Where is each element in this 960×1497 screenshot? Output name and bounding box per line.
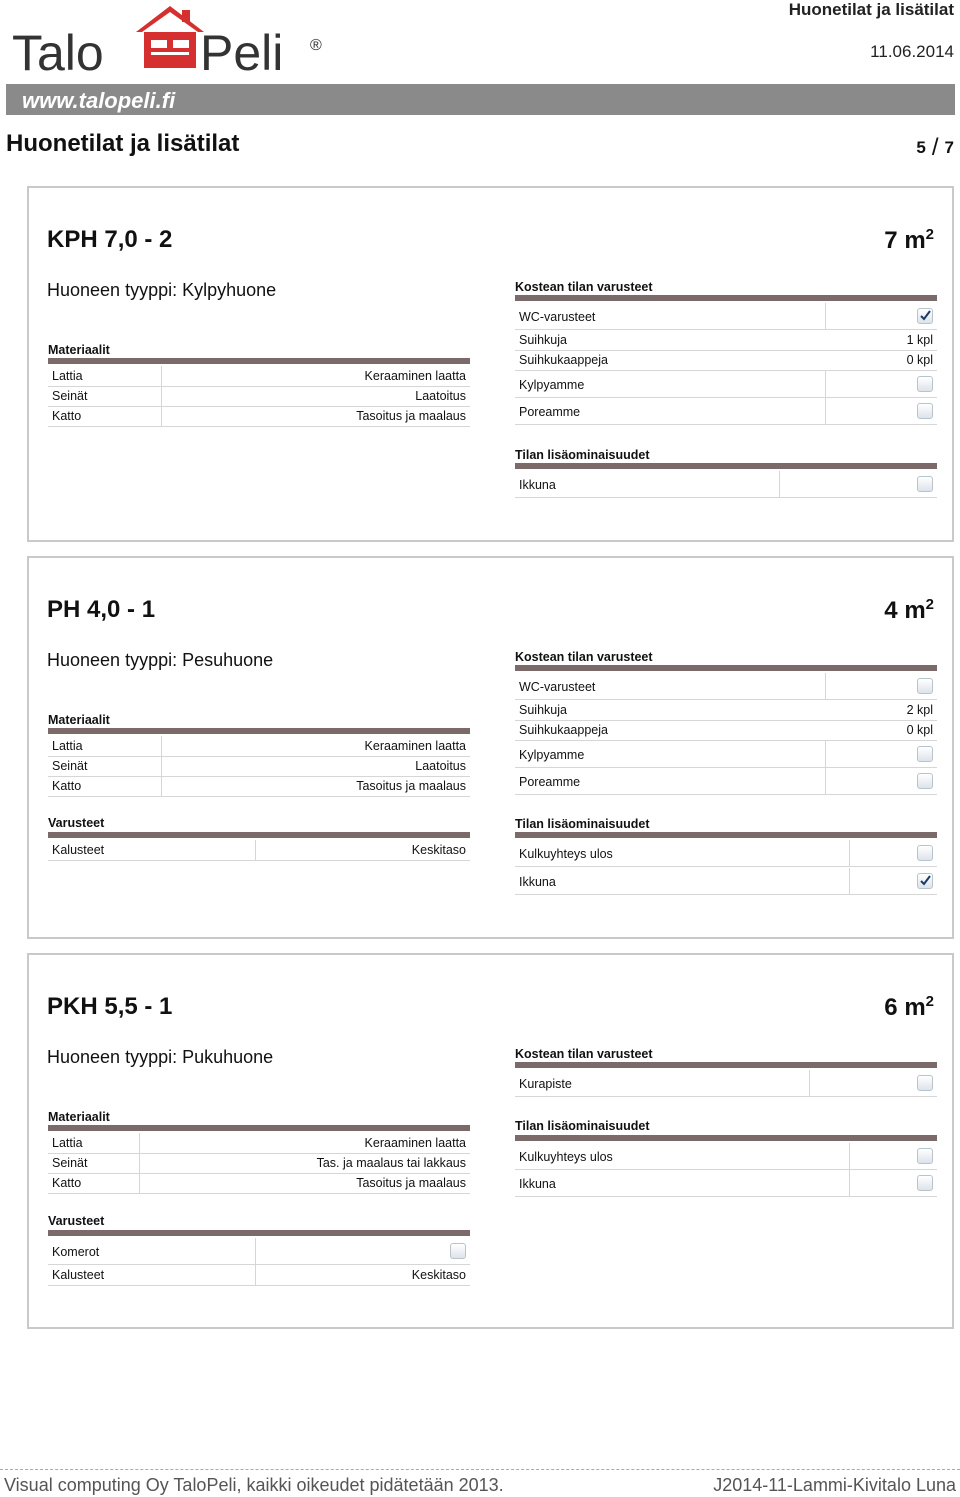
section-divider — [48, 1230, 470, 1236]
equipment-row: Kylpyamme — [515, 371, 937, 398]
extras-row: Ikkuna — [515, 868, 937, 895]
url-bar — [6, 84, 955, 115]
room-card — [27, 953, 954, 1329]
equipment-row: Suihkukaappeja 0 kpl — [515, 720, 937, 741]
room-area: 7 $m^2$ — [884, 226, 934, 254]
section-divider — [48, 358, 470, 364]
bathtub-checkbox[interactable] — [917, 376, 933, 392]
extras-row: Ikkuna — [515, 471, 937, 498]
page-current: 5 — [916, 138, 926, 157]
room-type: Huoneen tyyppi: Pesuhuone — [47, 650, 274, 670]
equipment-row: Suihkuja 1 kpl — [515, 330, 937, 351]
whirlpool-checkbox[interactable] — [917, 403, 933, 419]
equipment-row: Suihkuja 2 kpl — [515, 700, 937, 721]
equipment-row: Poreamme — [515, 768, 937, 795]
mud-station-checkbox[interactable] — [917, 1075, 933, 1091]
extras-row: Ikkuna — [515, 1170, 937, 1197]
equipment-heading: Kostean tilan varusteet — [515, 1047, 653, 1061]
logo-text-talo: Talo — [12, 25, 104, 80]
wc-checkbox[interactable] — [917, 308, 933, 324]
materials-heading: Materiaalit — [48, 713, 110, 727]
material-row: Katto Tasoitus ja maalaus — [48, 1173, 470, 1194]
material-row: Katto Tasoitus ja maalaus — [48, 776, 470, 797]
material-row: Lattia Keraaminen laatta — [48, 1133, 470, 1154]
material-row: Seinät Laatoitus — [48, 756, 470, 777]
section-divider — [515, 1135, 937, 1141]
equipment-row-wc: WC-varusteet — [515, 303, 937, 330]
outdoor-access-checkbox[interactable] — [917, 845, 933, 861]
material-row: Seinät Laatoitus — [48, 386, 470, 407]
equipment-row: Kylpyamme — [515, 741, 937, 768]
extras-heading: Tilan lisäominaisuudet — [515, 1119, 650, 1133]
room-area: 6 $m^2$ — [884, 993, 934, 1021]
logo-text-peli: Peli — [200, 25, 284, 80]
materials-heading: Materiaalit — [48, 1110, 110, 1124]
talopeli-logo — [10, 4, 330, 80]
equipment-row: Suihkukaappeja 0 kpl — [515, 350, 937, 371]
logo-registered: ® — [310, 37, 322, 54]
material-row: Seinät Tas. ja maalaus tai lakkaus — [48, 1153, 470, 1174]
header-date: 11.06.2014 — [870, 42, 954, 61]
section-divider — [48, 1125, 470, 1131]
equipment-row: Poreamme — [515, 398, 937, 425]
fixtures-heading: Varusteet — [48, 816, 105, 830]
room-name: KPH 7,0 - 2 — [47, 226, 173, 253]
room-card — [27, 556, 954, 939]
extras-row: Kulkuyhteys ulos — [515, 1143, 937, 1170]
page-indicator: 5 / 7 — [916, 134, 954, 161]
window-checkbox[interactable] — [917, 476, 933, 492]
extras-row: Kulkuyhteys ulos — [515, 840, 937, 867]
room-type: Huoneen tyyppi: Kylpyhuone — [47, 280, 277, 300]
fixture-row: Komerot — [48, 1238, 470, 1265]
window-checkbox[interactable] — [917, 1175, 933, 1191]
equipment-heading: Kostean tilan varusteet — [515, 280, 653, 294]
equipment-row-wc: WC-varusteet — [515, 673, 937, 700]
fixture-row: Kalusteet Keskitaso — [48, 1265, 470, 1286]
whirlpool-checkbox[interactable] — [917, 773, 933, 789]
bathtub-checkbox[interactable] — [917, 746, 933, 762]
section-divider — [515, 665, 937, 671]
closets-checkbox[interactable] — [450, 1243, 466, 1259]
header-title: Huonetilat ja lisätilat — [788, 0, 954, 19]
room-area: 4 $m^2$ — [884, 596, 934, 624]
page-total: 7 — [944, 138, 954, 157]
wc-checkbox[interactable] — [917, 678, 933, 694]
material-row: Lattia Keraaminen laatta — [48, 366, 470, 387]
room-name: PKH 5,5 - 1 — [47, 993, 173, 1020]
room-card — [27, 186, 954, 542]
outdoor-access-checkbox[interactable] — [917, 1148, 933, 1164]
materials-heading: Materiaalit — [48, 343, 110, 357]
site-url-link[interactable]: www.talopeli.fi — [22, 88, 176, 113]
footer-project-id: J2014-11-Lammi-Kivitalo Luna — [713, 1475, 956, 1495]
material-row: Lattia Keraaminen laatta — [48, 736, 470, 757]
equipment-heading: Kostean tilan varusteet — [515, 650, 653, 664]
window-checkbox[interactable] — [917, 873, 933, 889]
room-type: Huoneen tyyppi: Pukuhuone — [47, 1047, 274, 1067]
material-row: Katto Tasoitus ja maalaus — [48, 406, 470, 427]
page-title: Huonetilat ja lisätilat — [6, 130, 240, 157]
section-divider — [515, 463, 937, 469]
footer-divider — [0, 1469, 960, 1470]
footer-copyright: Visual computing Oy TaloPeli, kaikki oikeudet pidätetään 2013. — [4, 1475, 504, 1495]
fixture-row: Kalusteet Keskitaso — [48, 840, 470, 861]
section-divider — [48, 728, 470, 734]
section-divider — [515, 1062, 937, 1068]
section-divider — [515, 832, 937, 838]
extras-heading: Tilan lisäominaisuudet — [515, 448, 650, 462]
section-divider — [48, 832, 470, 838]
equipment-row: Kurapiste — [515, 1070, 937, 1097]
extras-heading: Tilan lisäominaisuudet — [515, 817, 650, 831]
room-name: PH 4,0 - 1 — [47, 596, 156, 623]
section-divider — [515, 295, 937, 301]
fixtures-heading: Varusteet — [48, 1214, 105, 1228]
